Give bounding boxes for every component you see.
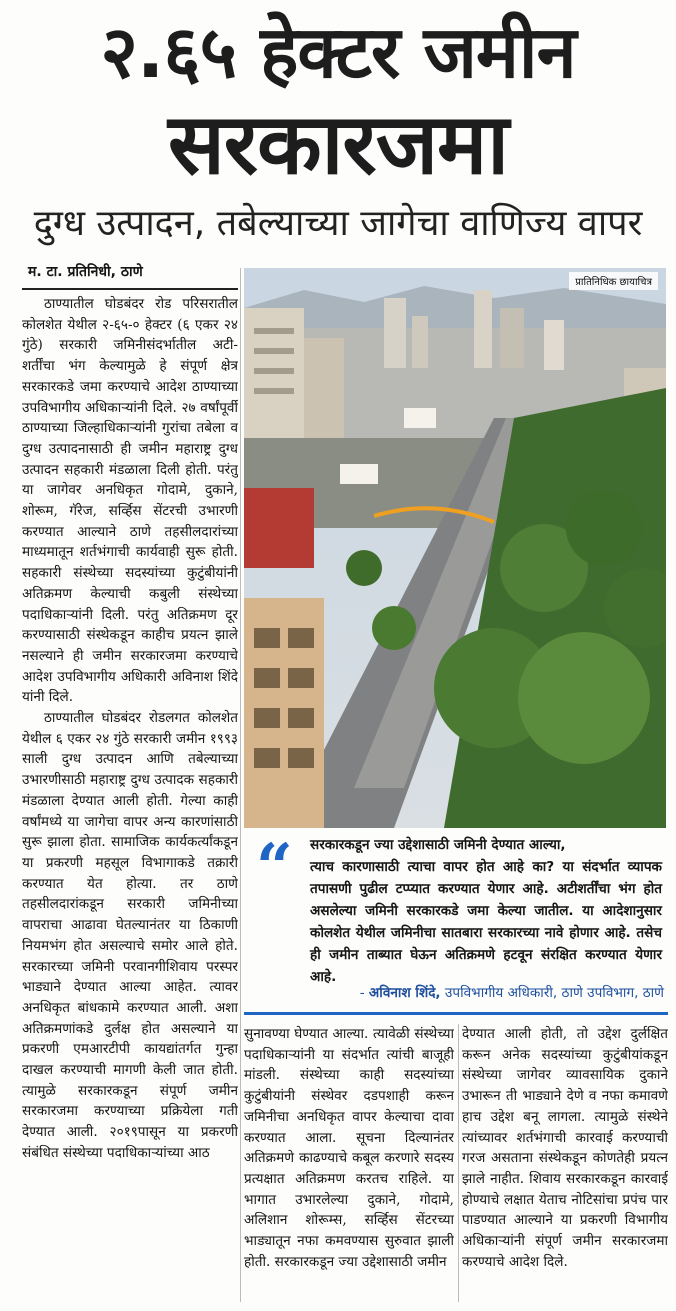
byline: म. टा. प्रतिनिधी, ठाणे bbox=[28, 264, 143, 280]
quote-dash: - bbox=[359, 985, 369, 1001]
city-road-photo-illustration bbox=[244, 268, 666, 828]
article-column-middle bbox=[244, 1024, 454, 1302]
photo-caption: प्रातिनिधिक छायाचित्र bbox=[569, 272, 658, 290]
article-paragraph-3: सुनावण्या घेण्यात आल्या. त्यावेळी संस्थेच्या पदाधिकाऱ्यांनी या संदर्भात त्यांची बाजूही मांडली. संस्थेच्या काही सदस्यांच्या कुटुंबीयांनी संस्थेवर दडपशाही करून जमिनीचा अनधिकृत वापर केल्याचा दावा करण्यात आला. सूचना दिल्यानंतर अतिक्रमणे काढण्याचे कबूल करणारे सदस्य प्रत्यक्षात अतिक्रमण करतच राहिले. या भागात उभारलेल्या दुकाने, गोदामे, अलिशान शोरूम्स, सर्व्हिस सेंटरच्या भाड्यातून नफा कमवण्यास सुरुवात झाली होती. सरकारकडून ज्या उद्देशासाठी जमीन bbox=[244, 1026, 454, 1270]
column-divider bbox=[240, 268, 241, 1302]
article-column-right bbox=[462, 1024, 668, 1302]
headline-line-1: २.६५ हेक्टर जमीन bbox=[100, 10, 576, 94]
headline-line-2: सरकारजमा bbox=[167, 95, 509, 193]
quote-text bbox=[310, 834, 662, 988]
quote-body: त्याच कारणासाठी त्याचा वापर होत आहे का? या संदर्भात व्यापक तपासणी पुढील टप्प्यात करण्यात येणार आहे. अटीशर्तींचा भंग होत असलेल्या जमिनी सरकारकडे जमा केल्या जातील. या आदेशानुसार कोलशेत येथील जमिनीचा सातबारा सरकारच्या नावे होणार आहे. तसेच ही जमीन ताब्यात घेऊन अतिक्रमणे हटवून संरक्षित करण्यात येणार आहे. bbox=[310, 859, 662, 985]
quote-first-line: सरकारकडून ज्या उद्देशासाठी जमिनी देण्यात आल्या, bbox=[310, 837, 566, 853]
article-column-left bbox=[22, 294, 238, 1300]
subheadline: दुग्ध उत्पादन, तबेल्याच्या जागेचा वाणिज्य वापर bbox=[33, 203, 643, 244]
article-paragraph-1: ठाण्यातील घोडबंदर रोड परिसरातील कोलशेत येथील २-६५-० हेक्टर (६ एकर २४ गुंठे) सरकारी जमिनीसंदर्भातील अटी- शर्तींचा भंग केल्यामुळे हे संपूर्ण क्षेत्र सरकारकडे जमा करण्याचे आदेश ठाण्याच्या उपविभागीय अधिकाऱ्यांनी दिले. २७ वर्षांपूर्वी ठाण्याच्या जिल्हाधिकाऱ्यांनी गुरांचा तबेला व दुग्ध उत्पादनासाठी ही जमीन महाराष्ट्र दुग्ध उत्पादन सहकारी मंडळाला दिली होती. परंतु या जागेवर अनधिकृत गोदामे, दुकाने, शोरूम, गॅरेज, सर्व्हिस सेंटरची उभारणी करण्यात आल्याने ठाणे तहसीलदारांच्या माध्यमातून शर्तभंगाची कार्यवाही सुरू होती. सहकारी संस्थेच्या सदस्यांच्या कुटुंबीयांनी अतिक्रमण केल्याची कबुली संस्थेच्या पदाधिकाऱ्यांनी दिली. परंतु अतिक्रमण दूर करण्यासाठी संस्थेकडून काहीच प्रयत्न झाले नसल्याने ही जमीन सरकारजमा करण्याचे आदेश उपविभागीय अधिकारी अविनाश शिंदे यांनी दिले. bbox=[22, 296, 238, 706]
quote-author-role: उपविभागीय अधिकारी, ठाणे उपविभाग, ठाणे bbox=[440, 985, 664, 1001]
news-photo bbox=[244, 268, 666, 828]
byline-divider bbox=[22, 288, 238, 290]
pull-quote bbox=[244, 832, 668, 1014]
quote-mark-icon: “ bbox=[256, 830, 293, 905]
article-paragraph-4: देण्यात आली होती, तो उद्देश दुर्लक्षित करून अनेक सदस्यांच्या कुटुंबीयांकडून संस्थेच्या जागेवर व्यावसायिक दुकाने उभारून ती भाड्याने देणे व नफा कमावणे हाच उद्देश बनू लागला. त्यामुळे संस्थेने त्यांच्यावर शर्तभंगाची कारवाई करण्याची गरज असताना संस्थेकडून कोणतेही प्रयत्न झाले नाहीत. शिवाय सरकारकडून कारवाई होण्याचे लक्षात येताच नोटिसांचा प्रपंच पार पाडण्यात आल्याने या प्रकरणी विभागीय अधिकाऱ्यांनी संपूर्ण जमीन सरकारजमा करण्याचे आदेश दिले. bbox=[462, 1026, 668, 1270]
article-paragraph-2: ठाण्यातील घोडबंदर रोडलगत कोलशेत येथील ६ एकर २४ गुंठे सरकारी जमीन १९९३ साली दुग्ध उत्पादन आणि तबेल्याच्या उभारणीसाठी महाराष्ट्र दुग्ध उत्पादक सहकारी मंडळाला देण्यात आली होती. गेल्या काही वर्षांमध्ये या जागेचा वापर अन्य कारणांसाठी सुरू झाला होता. सामाजिक कार्यकर्त्यांकडून या प्रकरणी महसूल विभागाकडे तक्रारी करण्यात येत होत्या. तर ठाणे तहसीलदारांकडून सरकारी जमिनीच्या वापराचा आढावा घेतल्यानंतर या ठिकाणी नियमभंग होत असल्याचे समोर आले होते. सरकारच्या जमिनी परवानगीशिवाय परस्पर भाड्याने देण्यात आल्या आहेत. त्यावर अनधिकृत बांधकामे करण्यात आली. अशा अतिक्रमणांकडे दुर्लक्ष होत असल्याने या प्रकरणी एमआरटीपी कायद्यांतर्गत गुन्हा दाखल करण्याची मागणी केली जात होती. त्यामुळे सरकारकडून संपूर्ण जमीन सरकारजमा करण्याच्या प्रक्रियेला गती देण्यात आली. २०१९पासून या प्रकरणी संबंधित संस्थेच्या पदाधिकाऱ्यांच्या आठ bbox=[22, 710, 238, 1161]
quote-divider bbox=[244, 1012, 668, 1015]
quote-author-name: अविनाश शिंदे, bbox=[368, 985, 441, 1001]
quote-attribution bbox=[304, 982, 664, 1001]
column-divider-2 bbox=[458, 1024, 459, 1302]
